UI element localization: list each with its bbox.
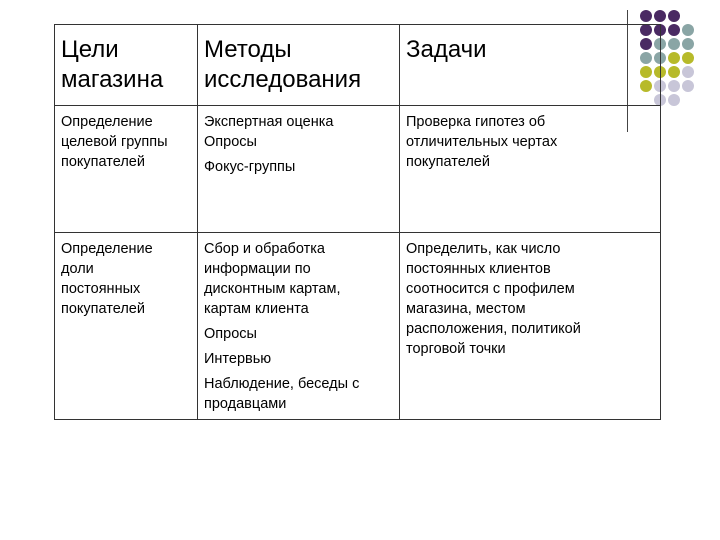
cell-line: торговой точки bbox=[406, 341, 506, 357]
method-item: картам клиента bbox=[204, 301, 309, 317]
methods-cell bbox=[198, 233, 400, 420]
method-item: Опросы bbox=[204, 134, 257, 150]
table-row bbox=[55, 233, 661, 420]
method-item: Сбор и обработка bbox=[204, 241, 325, 257]
cell-line: отличительных чертах bbox=[406, 134, 558, 150]
cell-line: постоянных bbox=[61, 281, 141, 297]
methods-cell bbox=[198, 106, 400, 233]
cell-line: соотносится с профилем bbox=[406, 281, 575, 297]
header-goals bbox=[55, 25, 198, 106]
cell-line: постоянных клиентов bbox=[406, 261, 551, 277]
decor-dot bbox=[668, 10, 680, 22]
decor-dot bbox=[640, 10, 652, 22]
method-item: информации по bbox=[204, 261, 311, 277]
decor-dot bbox=[668, 38, 680, 50]
decor-dot bbox=[682, 24, 694, 36]
cell-line: целевой группы bbox=[61, 134, 168, 150]
decor-dot bbox=[682, 38, 694, 50]
goal-cell bbox=[55, 233, 198, 420]
decor-dot bbox=[668, 52, 680, 64]
cell-line: покупателей bbox=[61, 154, 145, 170]
header-goals-line: Цели bbox=[61, 36, 119, 63]
decor-dot bbox=[668, 94, 680, 106]
header-tasks-line: Задачи bbox=[406, 36, 487, 63]
cell-line: покупателей bbox=[406, 154, 490, 170]
decor-dot bbox=[668, 80, 680, 92]
method-item: дисконтным картам, bbox=[204, 281, 341, 297]
decor-dot bbox=[682, 66, 694, 78]
cell-line: Определение bbox=[61, 241, 153, 257]
cell-line: Определение bbox=[61, 114, 153, 130]
cell-line: магазина, местом bbox=[406, 301, 526, 317]
method-item: Опросы bbox=[204, 326, 257, 342]
cell-line: доли bbox=[61, 261, 94, 277]
cell-line: расположения, политикой bbox=[406, 321, 581, 337]
cell-line: покупателей bbox=[61, 301, 145, 317]
header-methods-line: Методы bbox=[204, 36, 292, 63]
goal-cell bbox=[55, 106, 198, 233]
decor-dot bbox=[682, 80, 694, 92]
task-cell bbox=[400, 106, 661, 233]
decor-dot bbox=[682, 52, 694, 64]
method-item: Фокус-группы bbox=[204, 159, 296, 175]
decor-dot bbox=[668, 66, 680, 78]
decor-dot bbox=[668, 24, 680, 36]
task-cell bbox=[400, 233, 661, 420]
header-methods-line: исследования bbox=[204, 66, 362, 93]
cell-line: Проверка гипотез об bbox=[406, 114, 546, 130]
method-item: продавцами bbox=[204, 396, 287, 412]
decor-dot bbox=[654, 10, 666, 22]
method-item: Экспертная оценка bbox=[204, 114, 334, 130]
header-tasks bbox=[400, 25, 661, 106]
header-goals-line: магазина bbox=[61, 66, 164, 93]
method-item: Интервью bbox=[204, 351, 272, 367]
header-methods bbox=[198, 25, 400, 106]
table-header-row bbox=[55, 25, 661, 106]
research-table bbox=[54, 24, 661, 420]
cell-line: Определить, как число bbox=[406, 241, 561, 257]
method-item: Наблюдение, беседы с bbox=[204, 376, 360, 392]
table-row bbox=[55, 106, 661, 233]
